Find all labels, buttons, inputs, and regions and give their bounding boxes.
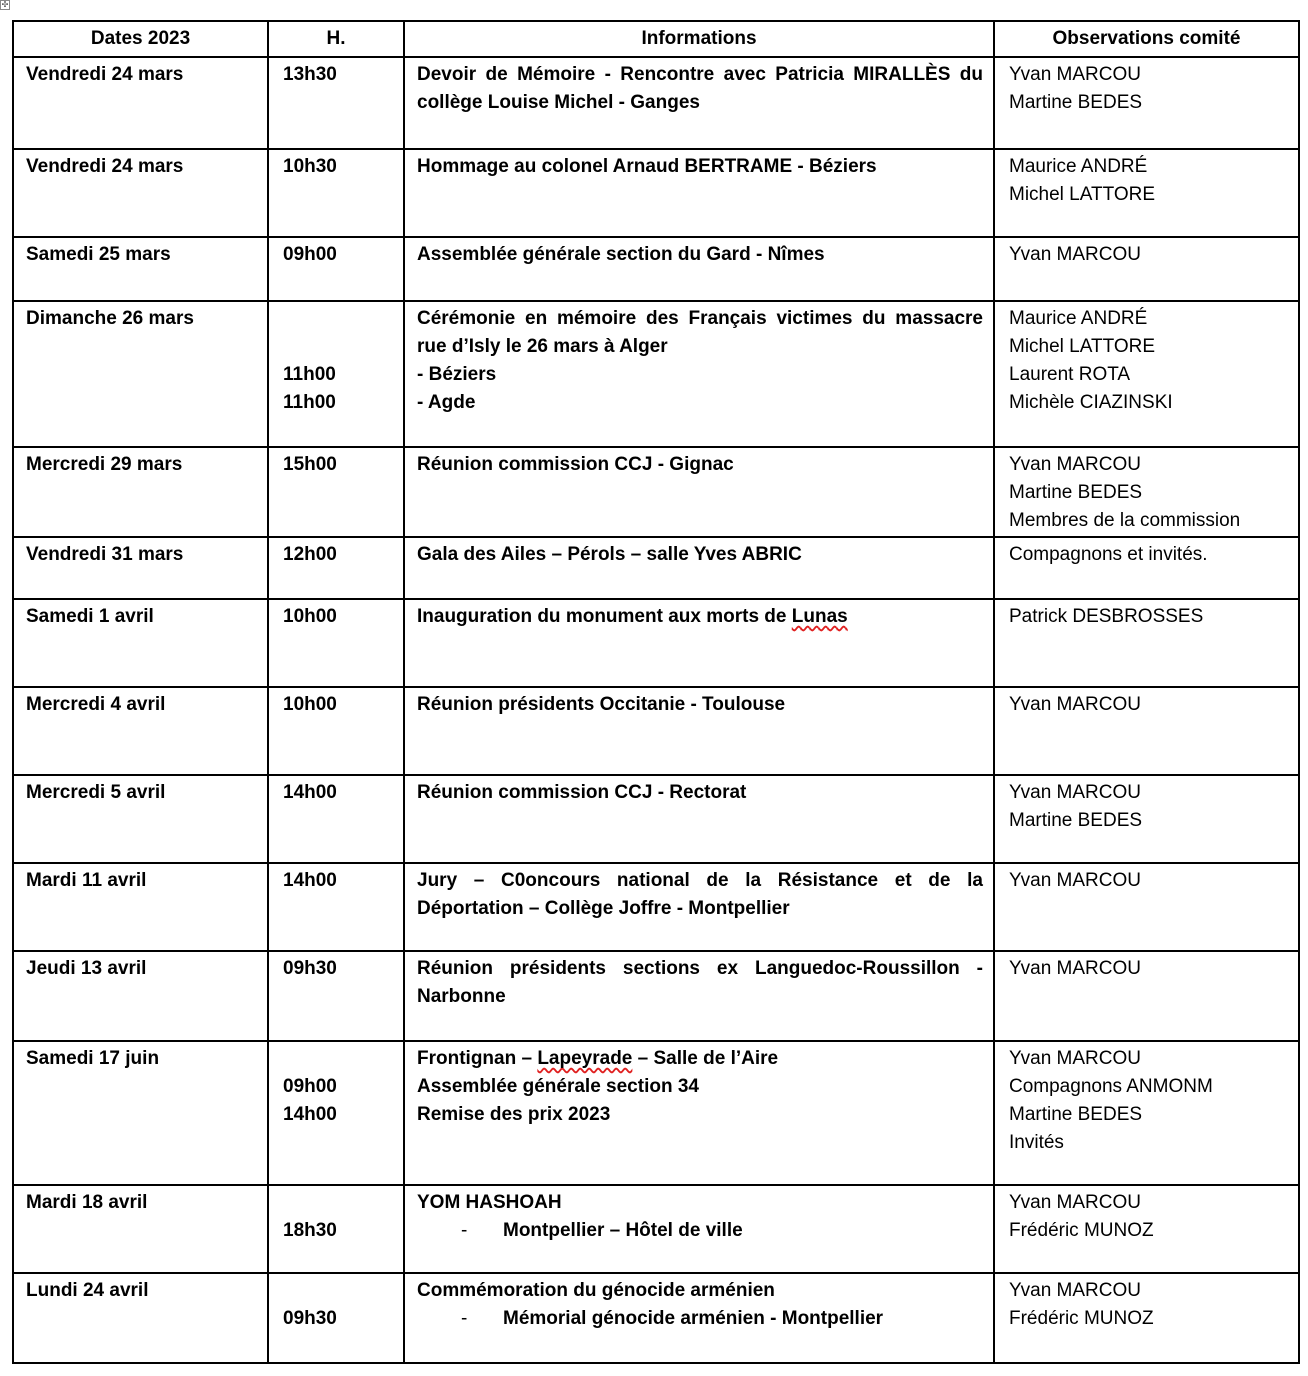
table-row (13, 1185, 1299, 1273)
table-row (13, 301, 1299, 447)
observations-cell (994, 863, 1299, 951)
observation-line: Yvan MARCOU (1009, 1280, 1141, 1301)
observation-line: Yvan MARCOU (1009, 64, 1141, 85)
observation-line: Laurent ROTA (1009, 364, 1131, 385)
info-line: Hommage au colonel Arnaud BERTRAME - Béziers (417, 156, 877, 177)
observation-line: Maurice ANDRÉ (1009, 308, 1148, 329)
time-value: 09h30 (283, 1308, 337, 1329)
table-row (13, 863, 1299, 951)
observation-line: Frédéric MUNOZ (1009, 1220, 1154, 1241)
observation-line: Yvan MARCOU (1009, 694, 1141, 715)
info-cell (404, 237, 994, 301)
date-cell: Samedi 1 avril (13, 599, 268, 687)
observations-cell (994, 1273, 1299, 1363)
time-spacer (283, 333, 395, 361)
header-dates: Dates 2023 (13, 21, 268, 57)
date-cell: Mardi 18 avril (13, 1185, 268, 1273)
info-text: Frontignan – (417, 1048, 538, 1069)
info-line: Cérémonie en mémoire des Français victimes du massacre rue d’Isly le 26 mars à Alger (417, 308, 983, 357)
observation-line: Patrick DESBROSSES (1009, 606, 1204, 627)
date-cell: Mercredi 4 avril (13, 687, 268, 775)
table-header-row (13, 21, 1299, 57)
observation-line: Martine BEDES (1009, 810, 1143, 831)
info-line: - Agde (417, 392, 476, 413)
observation-line: Yvan MARCOU (1009, 454, 1141, 475)
observation-line: Yvan MARCOU (1009, 958, 1141, 979)
spelling-flagged-word[interactable]: Lunas (791, 606, 848, 627)
time-value: 18h30 (283, 1220, 337, 1241)
info-line: Réunion commission CCJ - Rectorat (417, 782, 747, 803)
time-cell (268, 149, 404, 237)
info-cell (404, 301, 994, 447)
observations-cell (994, 599, 1299, 687)
info-line: Jury – C0oncours national de la Résistance et de la Déportation – Collège Joffre - Montpellier (417, 870, 983, 919)
info-cell (404, 447, 994, 537)
observations-cell (994, 301, 1299, 447)
table-row (13, 687, 1299, 775)
time-cell (268, 863, 404, 951)
info-line: Assemblée générale section du Gard - Nîmes (417, 244, 825, 265)
time-cell (268, 537, 404, 599)
observation-line: Michèle CIAZINSKI (1009, 392, 1173, 413)
info-line: Réunion présidents sections ex Languedoc-Roussillon - Narbonne (417, 958, 983, 1007)
info-cell (404, 57, 994, 149)
agenda-table (12, 20, 1300, 1364)
info-line: Réunion commission CCJ - Gignac (417, 454, 734, 475)
info-line: Commémoration du génocide arménien (417, 1280, 775, 1301)
observation-line: Frédéric MUNOZ (1009, 1308, 1154, 1329)
time-cell (268, 599, 404, 687)
time-cell (268, 1041, 404, 1185)
date-cell: Jeudi 13 avril (13, 951, 268, 1041)
time-cell (268, 447, 404, 537)
info-cell (404, 1273, 994, 1363)
info-bullet-text: Montpellier – Hôtel de ville (503, 1220, 743, 1241)
info-cell (404, 1041, 994, 1185)
table-row (13, 57, 1299, 149)
time-value: 10h30 (283, 156, 337, 177)
info-cell (404, 537, 994, 599)
time-value: 13h30 (283, 64, 337, 85)
time-value: 14h00 (283, 870, 337, 891)
time-cell (268, 57, 404, 149)
observation-line: Yvan MARCOU (1009, 1192, 1141, 1213)
date-cell: Mercredi 5 avril (13, 775, 268, 863)
info-cell (404, 149, 994, 237)
observations-cell (994, 149, 1299, 237)
date-cell: Mercredi 29 mars (13, 447, 268, 537)
date-cell: Vendredi 24 mars (13, 57, 268, 149)
observation-line: Yvan MARCOU (1009, 1048, 1141, 1069)
time-cell (268, 1273, 404, 1363)
time-value: 12h00 (283, 544, 337, 565)
observation-line: Invités (1009, 1132, 1064, 1153)
info-cell (404, 775, 994, 863)
observations-cell (994, 237, 1299, 301)
observation-line: Yvan MARCOU (1009, 244, 1141, 265)
observations-cell (994, 447, 1299, 537)
time-spacer (283, 1189, 395, 1217)
info-line: Gala des Ailes – Pérols – salle Yves ABRIC (417, 544, 802, 565)
observation-line: Compagnons ANMONM (1009, 1076, 1213, 1097)
observation-line: Martine BEDES (1009, 482, 1143, 503)
header-observations: Observations comité (994, 21, 1299, 57)
date-cell: Samedi 17 juin (13, 1041, 268, 1185)
time-value: 09h30 (283, 958, 337, 979)
observation-line: Michel LATTORE (1009, 184, 1156, 205)
time-spacer (283, 305, 395, 333)
observations-cell (994, 951, 1299, 1041)
info-text: Inauguration du monument aux morts de (417, 606, 792, 627)
info-cell (404, 863, 994, 951)
observation-line: Martine BEDES (1009, 1104, 1143, 1125)
info-line: Réunion présidents Occitanie - Toulouse (417, 694, 786, 715)
table-row (13, 1273, 1299, 1363)
time-value: 10h00 (283, 694, 337, 715)
time-cell (268, 237, 404, 301)
table-row (13, 775, 1299, 863)
time-value: 10h00 (283, 606, 337, 627)
date-cell: Dimanche 26 mars (13, 301, 268, 447)
observation-line: Michel LATTORE (1009, 336, 1156, 357)
time-value: 11h00 (283, 392, 336, 413)
date-cell: Lundi 24 avril (13, 1273, 268, 1363)
observations-cell (994, 57, 1299, 149)
time-cell (268, 775, 404, 863)
info-bullet-text: Mémorial génocide arménien - Montpellier (503, 1308, 884, 1329)
time-value: 14h00 (283, 1104, 337, 1125)
time-value: 14h00 (283, 782, 337, 803)
time-value: 09h00 (283, 244, 337, 265)
time-cell (268, 951, 404, 1041)
info-cell (404, 599, 994, 687)
time-value: 09h00 (283, 1076, 337, 1097)
table-row (13, 537, 1299, 599)
info-cell (404, 687, 994, 775)
time-value: 11h00 (283, 364, 336, 385)
info-line: Devoir de Mémoire - Rencontre avec Patricia MIRALLÈS du collège Louise Michel - Ganges (417, 64, 983, 113)
table-move-handle-icon[interactable]: ✣ (1, 0, 9, 9)
observation-line: Yvan MARCOU (1009, 870, 1141, 891)
info-cell (404, 1185, 994, 1273)
header-informations: Informations (404, 21, 994, 57)
info-line: YOM HASHOAH (417, 1192, 562, 1213)
info-bullet-line (417, 1305, 983, 1333)
table-row (13, 447, 1299, 537)
date-cell: Mardi 11 avril (13, 863, 268, 951)
observation-line: Compagnons et invités. (1009, 544, 1208, 565)
date-cell: Vendredi 31 mars (13, 537, 268, 599)
time-spacer (283, 1277, 395, 1305)
date-cell: Vendredi 24 mars (13, 149, 268, 237)
table-row (13, 237, 1299, 301)
info-line: Assemblée générale section 34 (417, 1076, 699, 1097)
observations-cell (994, 775, 1299, 863)
info-line: Remise des prix 2023 (417, 1104, 611, 1125)
header-time: H. (268, 21, 404, 57)
date-cell: Samedi 25 mars (13, 237, 268, 301)
spelling-flagged-word[interactable]: Lapeyrade (537, 1048, 633, 1069)
info-line (417, 603, 983, 631)
observation-line: Maurice ANDRÉ (1009, 156, 1148, 177)
info-line: - Béziers (417, 364, 497, 385)
observations-cell (994, 537, 1299, 599)
observation-line: Martine BEDES (1009, 92, 1143, 113)
table-row (13, 599, 1299, 687)
time-cell (268, 687, 404, 775)
time-spacer (283, 1045, 395, 1073)
time-value: 15h00 (283, 454, 337, 475)
observations-cell (994, 687, 1299, 775)
observations-cell (994, 1041, 1299, 1185)
table-row (13, 951, 1299, 1041)
observation-line: Yvan MARCOU (1009, 782, 1141, 803)
time-cell (268, 301, 404, 447)
table-row (13, 1041, 1299, 1185)
info-text: – Salle de l’Aire (632, 1048, 779, 1069)
info-bullet-line (417, 1217, 983, 1245)
observation-line: Membres de la commission (1009, 510, 1241, 531)
observations-cell (994, 1185, 1299, 1273)
time-cell (268, 1185, 404, 1273)
table-row (13, 149, 1299, 237)
info-line (417, 1045, 983, 1073)
info-cell (404, 951, 994, 1041)
